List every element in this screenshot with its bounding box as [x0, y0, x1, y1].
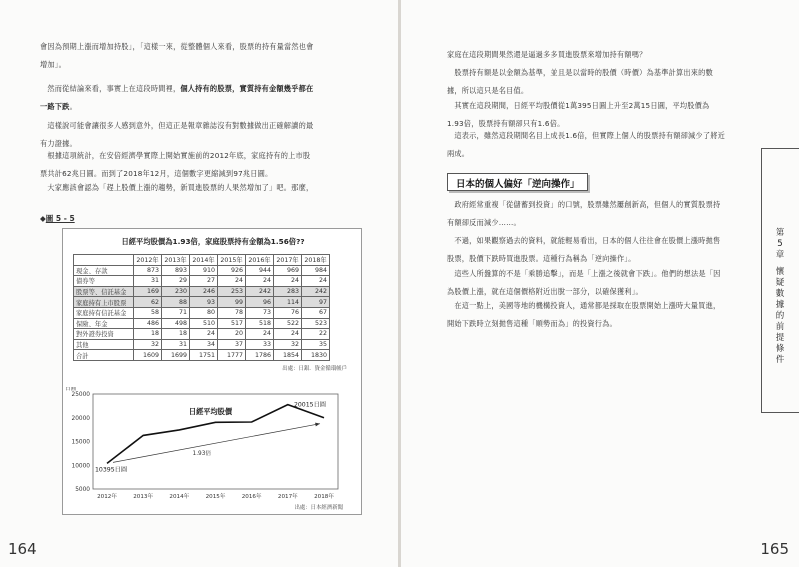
table-cell: 926 [218, 265, 246, 276]
table-cell: 523 [302, 318, 330, 329]
table-cell: 24 [274, 276, 302, 287]
table-cell: 969 [274, 265, 302, 276]
table-cell: 99 [218, 297, 246, 308]
table-cell: 246 [190, 286, 218, 297]
table-cell: 93 [190, 297, 218, 308]
table-cell: 20 [218, 329, 246, 340]
table-row [74, 265, 330, 276]
table-cell: 18 [134, 329, 162, 340]
table-row-label: 現金、存款 [74, 265, 134, 276]
table-header-year: 2017年 [274, 255, 302, 266]
table-cell: 24 [218, 276, 246, 287]
y-tick-label: 20000 [71, 415, 90, 422]
table-cell: 944 [246, 265, 274, 276]
table-cell: 230 [162, 286, 190, 297]
paragraph-4: 根據這項統計，在安倍經濟學實際上開始實施前的2012年底，家庭持有的上市股 票共計62兆日圓。而到了2018年12月，這個數字更縮減到97兆日圓。 [40, 151, 311, 179]
table-cell: 498 [162, 318, 190, 329]
table-row [74, 286, 330, 297]
right-paragraph-5: 政府經常重複「從儲蓄到投資」的口號，股票雖然屢創新高，但個人的實質股票持 有額卻反而減少……。 [447, 200, 721, 228]
table-cell: 517 [218, 318, 246, 329]
chart-source: 出處：日本經濟新聞 [294, 505, 343, 511]
data-table [73, 254, 330, 361]
figure-box [62, 228, 362, 515]
table-cell: 97 [302, 297, 330, 308]
table-cell: 31 [162, 339, 190, 350]
table-cell: 24 [190, 329, 218, 340]
table-row [74, 276, 330, 287]
table-cell: 35 [302, 339, 330, 350]
table-cell: 27 [190, 276, 218, 287]
right-paragraph-3: 其實在這段期間，日經平均股價從1萬395日圓上升至2萬15日圓，平均股價為 1.93倍，股票持有額卻只有1.6倍。 [447, 101, 710, 129]
table-cell: 1830 [302, 350, 330, 361]
side-tab-char: 5 [777, 239, 783, 249]
table-row-label: 家庭持有上市股票 [74, 297, 134, 308]
table-cell: 522 [274, 318, 302, 329]
table-cell: 253 [218, 286, 246, 297]
figure-label: ◆圖 5 - 5 [40, 214, 75, 223]
chart-title: 日經平均股價 [188, 407, 233, 416]
paragraph-2: 然而從結論來看，事實上在這段時間裡，個人持有的股票，實質持有金額幾乎都在 一路下跌。 [40, 84, 314, 112]
table-cell: 1854 [274, 350, 302, 361]
growth-label: 1.93倍 [192, 451, 212, 458]
paragraph-1: 會因為預期上漲而增加持股」，「這樣一來，從整體個人來看，股票的持有量當然也會 增加」。 [40, 42, 314, 70]
x-tick-label: 2015年 [205, 494, 226, 500]
table-row-label: 對外證券投資 [74, 329, 134, 340]
table-row [74, 297, 330, 308]
table-row-label: 合計 [74, 350, 134, 361]
left-page-number: 164 [8, 540, 37, 558]
table-row-label: 其他 [74, 339, 134, 350]
table-cell: 518 [246, 318, 274, 329]
side-tab-char: 件 [775, 355, 785, 365]
table-cell: 34 [190, 339, 218, 350]
right-paragraph-8: 在這一點上，美國等地的機構投資人，通常都是採取在股票開始上漲時大量買進， 開始下跌時立刻拋售這種「順勢而為」的投資行為。 [447, 301, 721, 329]
table-header-year: 2018年 [302, 255, 330, 266]
side-tab-char: 數 [775, 289, 785, 299]
table-cell: 71 [162, 307, 190, 318]
table-header-year: 2016年 [246, 255, 274, 266]
section-heading [447, 173, 588, 191]
table-cell: 283 [274, 286, 302, 297]
table-row-label: 家庭持有信託基金 [74, 307, 134, 318]
table-row [74, 318, 330, 329]
line-chart [63, 387, 363, 515]
table-cell: 88 [162, 297, 190, 308]
table-cell: 18 [162, 329, 190, 340]
x-tick-label: 2016年 [241, 494, 262, 500]
table-header-year: 2013年 [162, 255, 190, 266]
right-paragraph-7: 這些人所盤算的不是「乘勝追擊」，而是「上漲之後就會下跌」。他們的想法是「因 為股價上漲，就在這個價格附近出脫一部分，以確保獲利」。 [447, 269, 721, 297]
side-tab-char: 提 [775, 333, 785, 343]
right-page-number: 165 [760, 540, 789, 558]
table-cell: 1751 [190, 350, 218, 361]
side-tab-char: 的 [775, 311, 785, 321]
table-row [74, 350, 330, 361]
x-tick-label: 2018年 [314, 494, 334, 500]
table-cell: 24 [246, 276, 274, 287]
table-cell: 62 [134, 297, 162, 308]
side-tab-char: 懷 [775, 267, 785, 277]
end-value-label: 20015日圓 [293, 401, 326, 409]
y-tick-label: 5000 [75, 487, 90, 493]
table-cell: 873 [134, 265, 162, 276]
table-cell: 24 [302, 276, 330, 287]
table-cell: 37 [218, 339, 246, 350]
side-tab-char: 條 [775, 344, 785, 354]
table-cell: 22 [302, 329, 330, 340]
right-paragraph-1: 家庭在這段期間果然還是逼過多多買進股票來增加持有額嗎？ [447, 50, 647, 59]
table-header-year: 2015年 [218, 255, 246, 266]
table-cell: 910 [190, 265, 218, 276]
table-cell: 33 [246, 339, 274, 350]
x-tick-label: 2017年 [277, 494, 298, 500]
growth-arrow-head [315, 423, 320, 427]
x-tick-label: 2013年 [133, 494, 154, 500]
table-cell: 893 [162, 265, 190, 276]
table-cell: 31 [134, 276, 162, 287]
x-tick-label: 2012年 [97, 494, 117, 500]
table-cell: 76 [274, 307, 302, 318]
table-row-label: 股票等、信託基金 [74, 286, 134, 297]
table-cell: 67 [302, 307, 330, 318]
paragraph-3: 這樣說可能會讓很多人感到意外，但這正是報章雜誌沒有對數據做出正確解讀的最 有力證據。 [40, 121, 314, 149]
table-row [74, 307, 330, 318]
table-cell: 58 [134, 307, 162, 318]
table-cell: 78 [218, 307, 246, 318]
table-cell: 114 [274, 297, 302, 308]
table-cell: 96 [246, 297, 274, 308]
side-tab-char: 章 [775, 250, 785, 260]
table-cell: 80 [190, 307, 218, 318]
table-cell: 984 [302, 265, 330, 276]
growth-arrow [113, 424, 320, 463]
y-tick-label: 10000 [71, 463, 90, 470]
table-cell: 510 [190, 318, 218, 329]
y-tick-label: 15000 [71, 439, 90, 446]
table-cell: 29 [162, 276, 190, 287]
table-cell: 32 [134, 339, 162, 350]
table-header-year: 2012年 [134, 255, 162, 266]
side-tab-char: 第 [775, 228, 785, 238]
section-heading-text: 日本的個人偏好「逆向操作」 [456, 179, 580, 190]
table-header-row [74, 255, 330, 266]
table-cell: 169 [134, 286, 162, 297]
table-title: 日經平均股價為1.93倍，家庭股票持有金額為1.56倍?? [121, 237, 305, 246]
table-row [74, 339, 330, 350]
table-cell: 1609 [134, 350, 162, 361]
table-cell: 24 [246, 329, 274, 340]
chapter-side-text [773, 228, 787, 366]
side-tab-char: 疑 [775, 278, 785, 288]
side-tab-char: 前 [775, 322, 785, 332]
table-cell: 1777 [218, 350, 246, 361]
table-row-label: 債券等 [74, 276, 134, 287]
table-header-year: 2014年 [190, 255, 218, 266]
side-tab-char: 據 [775, 300, 785, 310]
table-cell: 1786 [246, 350, 274, 361]
x-tick-label: 2014年 [169, 494, 190, 500]
table-source: 出處：日銀．資金循環帳戶 [282, 366, 347, 372]
table-cell: 486 [134, 318, 162, 329]
table-cell: 24 [274, 329, 302, 340]
start-value-label: 10395日圓 [95, 466, 128, 474]
table-cell: 1699 [162, 350, 190, 361]
table-cell: 242 [302, 286, 330, 297]
table-corner-cell [74, 255, 134, 266]
table-cell: 73 [246, 307, 274, 318]
right-paragraph-6: 不過，如果觀察過去的資料，就能輕易看出，日本的個人往往會在股價上漲時拋售 股票，股價下跌時買進股票。這種行為稱為「逆向操作」。 [447, 236, 721, 264]
right-paragraph-2: 股票持有額是以金額為基準，並且是以當時的股價（時價）為基準計算出來的數 據，所以這只是名目值。 [447, 68, 713, 96]
table-cell: 32 [274, 339, 302, 350]
table-row [74, 329, 330, 340]
y-tick-label: 25000 [71, 392, 90, 398]
right-paragraph-4: 這表示，雖然這段期間名目上成長1.6倍，但實際上個人的股票持有額卻減少了將近 兩成。 [447, 131, 725, 159]
y-axis-label: 日圓 [65, 387, 77, 392]
table-cell: 242 [246, 286, 274, 297]
table-row-label: 保險、年金 [74, 318, 134, 329]
paragraph-5: 大家應該會認為「趕上股價上漲的趨勢，新買進股票的人果然增加了」吧。那麼， [47, 183, 314, 192]
